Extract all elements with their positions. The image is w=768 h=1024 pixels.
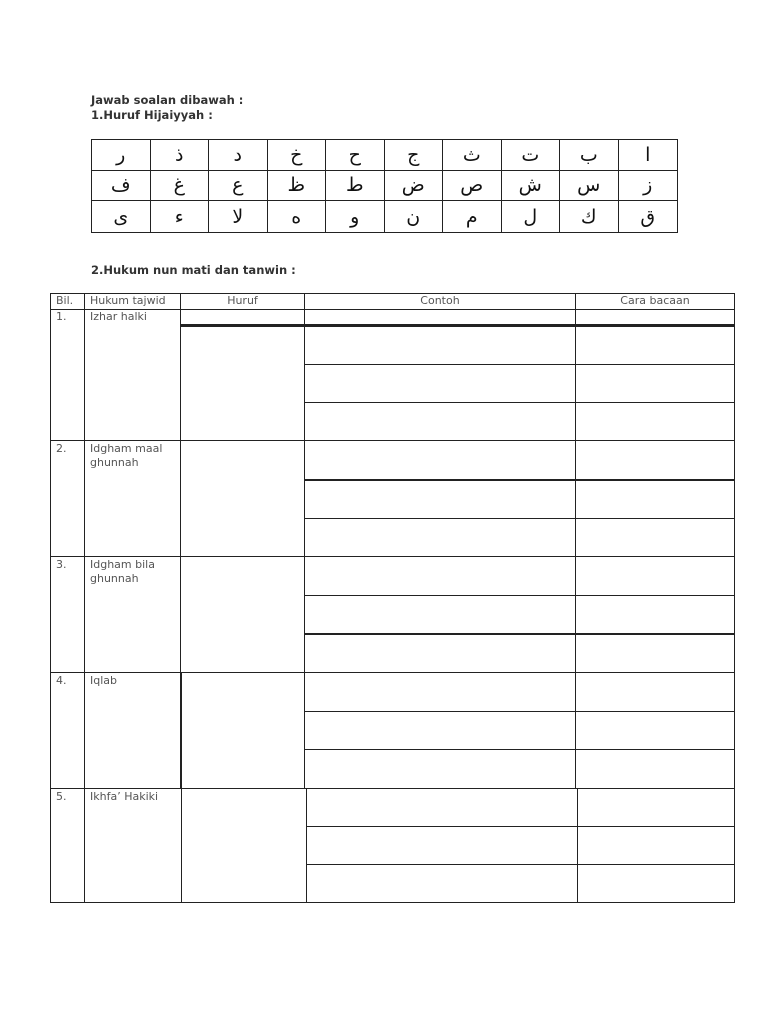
hijaiyyah-cell: ج bbox=[385, 140, 444, 171]
hijaiyyah-cell: ذ bbox=[151, 140, 210, 171]
hijaiyyah-cell: ع bbox=[209, 171, 268, 202]
hijaiyyah-cell: ن bbox=[385, 201, 444, 232]
hijaiyyah-cell: ش bbox=[502, 171, 561, 202]
row-5-bil: 5. bbox=[56, 790, 67, 803]
hijaiyyah-cell: م bbox=[443, 201, 502, 232]
hijaiyyah-cell: ز bbox=[619, 171, 678, 202]
row-4-hukum: Iqlab bbox=[90, 674, 118, 687]
g2-subrow-2 bbox=[304, 518, 735, 519]
g2-subrow-1 bbox=[304, 479, 735, 481]
hijaiyyah-cell: ط bbox=[326, 171, 385, 202]
hijaiyyah-cell: غ bbox=[151, 171, 210, 202]
col-divider-contoh-lower bbox=[577, 789, 578, 903]
g5-subrow-1 bbox=[306, 826, 735, 827]
question-2-title: 2.Hukum nun mati dan tanwin : bbox=[91, 263, 296, 277]
hijaiyyah-cell: ل bbox=[502, 201, 561, 232]
tajwid-table bbox=[50, 293, 735, 903]
row-2-hukum: Idgham maal ghunnah bbox=[90, 442, 163, 469]
col-divider-huruf-lower bbox=[306, 789, 307, 903]
row-4-bil: 4. bbox=[56, 674, 67, 687]
table-border-left bbox=[50, 293, 51, 903]
instruction-text: Jawab soalan dibawah : bbox=[91, 93, 244, 107]
g1-subrow-1 bbox=[180, 325, 735, 327]
hijaiyyah-cell: ظ bbox=[268, 171, 327, 202]
group-separator-3 bbox=[50, 556, 735, 557]
g1-subrow-2 bbox=[304, 364, 735, 365]
col-divider-bil bbox=[84, 293, 85, 903]
hijaiyyah-cell: ث bbox=[443, 140, 502, 171]
hijaiyyah-cell: ا bbox=[619, 140, 678, 171]
g5-subrow-2 bbox=[306, 864, 735, 865]
hijaiyyah-cell: ك bbox=[560, 201, 619, 232]
g4-subrow-2 bbox=[304, 749, 735, 750]
header-hukum-tajwid: Hukum tajwid bbox=[90, 294, 166, 307]
g3-subrow-1 bbox=[304, 595, 735, 596]
row-3-hukum: Idgham bila ghunnah bbox=[90, 558, 155, 585]
group-separator-2 bbox=[50, 440, 735, 441]
col-divider-hukum-lower bbox=[181, 789, 182, 903]
hijaiyyah-cell: ى bbox=[92, 201, 151, 232]
hijaiyyah-cell: س bbox=[560, 171, 619, 202]
g4-subrow-1 bbox=[304, 711, 735, 712]
hijaiyyah-cell: ب bbox=[560, 140, 619, 171]
g3-subrow-2 bbox=[304, 633, 735, 635]
row-1-bil: 1. bbox=[56, 310, 67, 323]
header-huruf: Huruf bbox=[227, 294, 258, 307]
question-1-title: 1.Huruf Hijaiyyah : bbox=[91, 108, 213, 122]
header-cara-bacaan: Cara bacaan bbox=[620, 294, 690, 307]
hijaiyyah-cell: ق bbox=[640, 205, 656, 228]
table-border-right bbox=[734, 293, 735, 903]
hijaiyyah-cell: و bbox=[326, 201, 385, 232]
row-3-bil: 3. bbox=[56, 558, 67, 571]
hijaiyyah-cell: لا bbox=[209, 201, 268, 232]
hijaiyyah-cell: خ bbox=[268, 140, 327, 171]
col-divider-contoh bbox=[575, 293, 576, 789]
group-separator-5 bbox=[50, 788, 735, 789]
col-divider-huruf bbox=[304, 293, 305, 789]
hijaiyyah-cell: ف bbox=[92, 171, 151, 202]
hijaiyyah-cell: ص bbox=[443, 171, 502, 202]
row-1-hukum: Izhar halki bbox=[90, 310, 147, 323]
row-2-bil: 2. bbox=[56, 442, 67, 455]
hijaiyyah-cell: ح bbox=[326, 140, 385, 171]
table-border-bottom bbox=[50, 902, 735, 903]
hijaiyyah-grid bbox=[91, 139, 678, 233]
col-divider-hukum bbox=[180, 293, 181, 673]
row-5-hukum: Ikhfa’ Hakiki bbox=[90, 790, 159, 803]
header-contoh: Contoh bbox=[420, 294, 460, 307]
header-bil: Bil. bbox=[56, 294, 74, 307]
g1-subrow-3 bbox=[304, 402, 735, 403]
col-divider-hukum-bold bbox=[180, 673, 182, 789]
hijaiyyah-cell: د bbox=[209, 140, 268, 171]
hijaiyyah-cell: ض bbox=[385, 171, 444, 202]
hijaiyyah-cell: ت bbox=[502, 140, 561, 171]
hijaiyyah-cell: ء bbox=[151, 201, 210, 232]
hijaiyyah-cell: ه bbox=[268, 201, 327, 232]
group-separator-4 bbox=[50, 672, 735, 673]
hijaiyyah-cell: ر bbox=[92, 140, 151, 171]
